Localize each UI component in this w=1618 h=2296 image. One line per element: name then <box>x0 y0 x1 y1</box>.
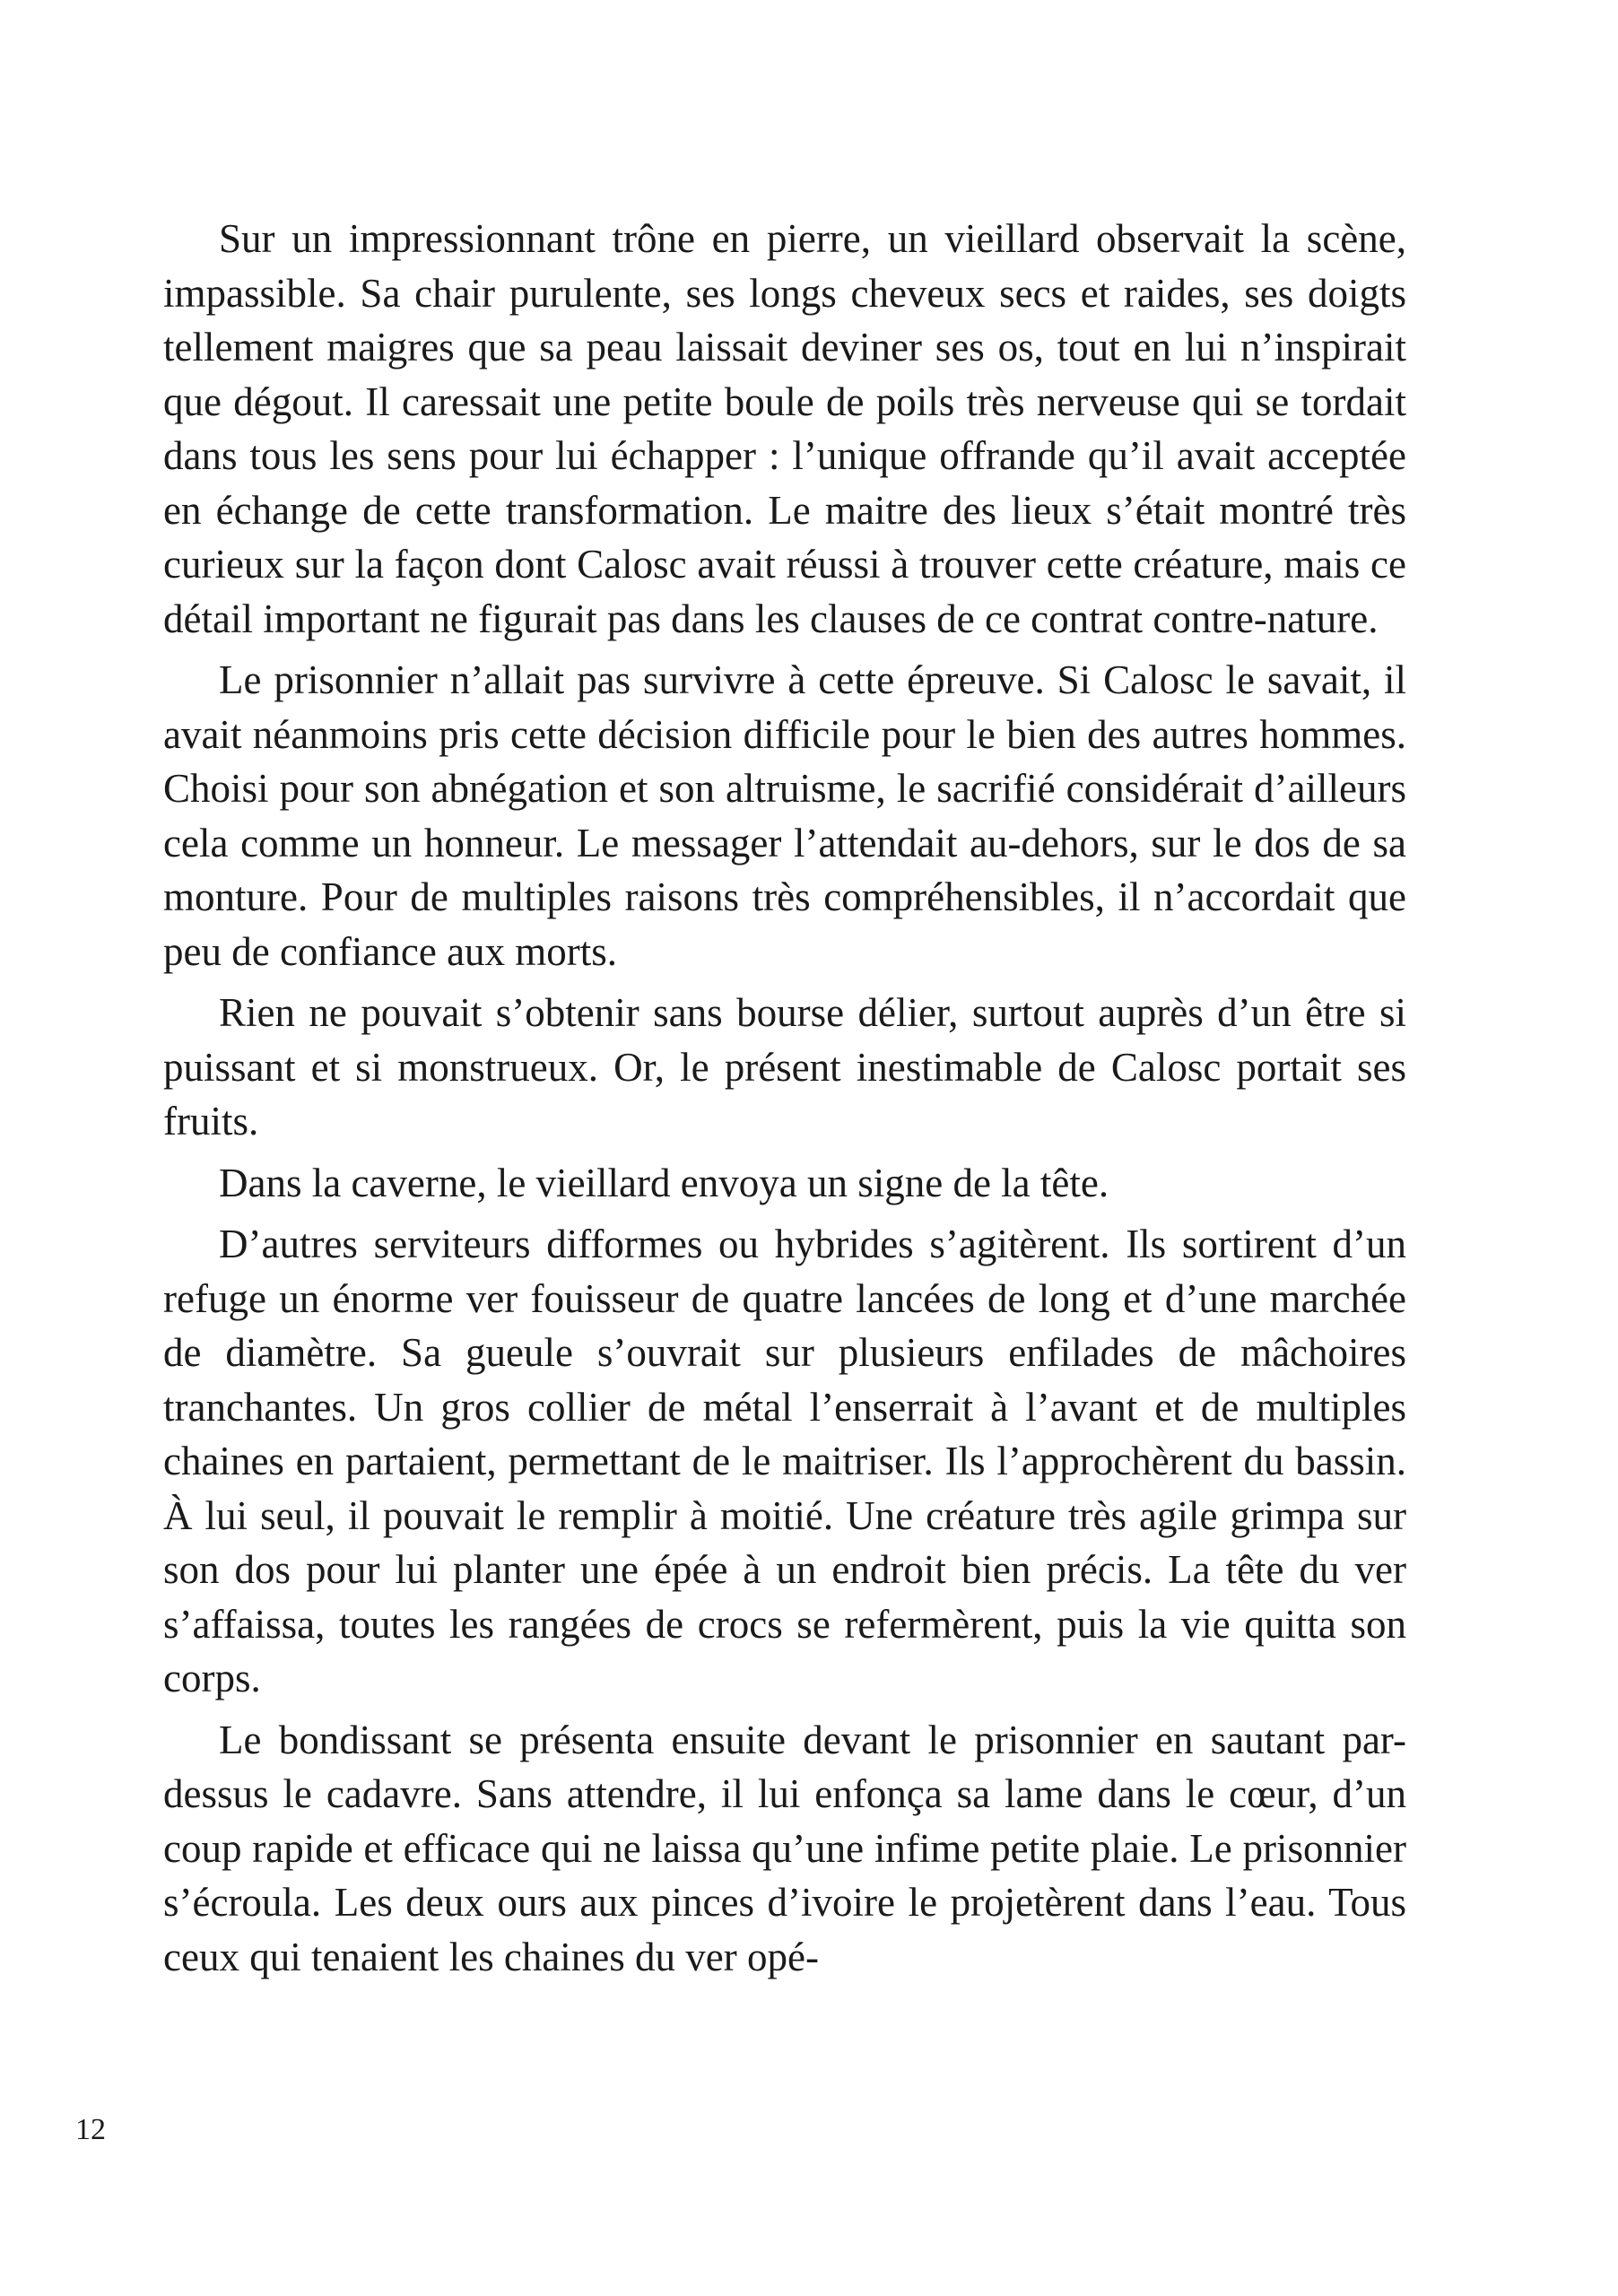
page-number: 12 <box>75 2113 106 2146</box>
paragraph-6: Le bondissant se présenta ensuite devant le prisonnier en sautant par-dessus le cadavre. Sans attendre, il lui enfonça sa lame dans le cœur, d’un coup rapide et efficace qui ne laissa qu’une infime petite plaie. Le prisonnier s’écroula. Les deux ours aux pinces d’ivoire le projetèrent dans l’eau. Tous ceux qui tenaient les chaines du ver opé- <box>163 1717 1406 1979</box>
paragraph-5: D’autres serviteurs difformes ou hybrides s’agitèrent. Ils sortirent d’un refuge un énorme ver fouisseur de quatre lancées de long et d’une marchée de diamètre. Sa gueule s’ouvrait sur plusieurs enfilades de mâchoires tranchantes. Un gros collier de métal l’enserrait à l’avant et de multiples chaines en partaient, permettant de le maitriser. Ils l’approchèrent du bassin. À lui seul, il pouvait le remplir à moitié. Une créature très agile grimpa sur son dos pour lui planter une épée à un endroit bien précis. La tête du ver s’affaissa, toutes les rangées de crocs se refermèrent, puis la vie quitta son corps. <box>163 1222 1406 1700</box>
paragraph-3: Rien ne pouvait s’obtenir sans bourse délier, surtout auprès d’un être si puissant et si monstrueux. Or, le présent inestimable de Calosc portait ses fruits. <box>163 990 1406 1144</box>
body-text <box>163 212 1406 1991</box>
paragraph-1: Sur un impressionnant trône en pierre, un vieillard observait la scène, impassible. Sa chair purulente, ses longs cheveux secs et raides, ses doigts tellement maigres que sa peau laissait deviner ses os, tout en lui n’inspirait que dégout. Il caressait une petite boule de poils très nerveuse qui se tordait dans tous les sens pour lui échapper : l’unique offrande qu’il avait acceptée en échange de cette transformation. Le maitre des lieux s’était montré très curieux sur la façon dont Calosc avait réussi à trouver cette créature, mais ce détail important ne figurait pas dans les clauses de ce contrat contre-nature. <box>163 216 1406 641</box>
paragraph-4: Dans la caverne, le vieillard envoya un signe de la tête. <box>219 1160 1109 1205</box>
paragraph-2: Le prisonnier n’allait pas survivre à cette épreuve. Si Calosc le savait, il avait néanmoins pris cette décision difficile pour le bien des autres hommes. Choisi pour son abnégation et son altruisme, le sacrifié considérait d’ailleurs cela comme un honneur. Le messager l’attendait au-dehors, sur le dos de sa monture. Pour de multiples raisons très compréhensibles, il n’accordait que peu de confiance aux morts. <box>163 657 1406 974</box>
